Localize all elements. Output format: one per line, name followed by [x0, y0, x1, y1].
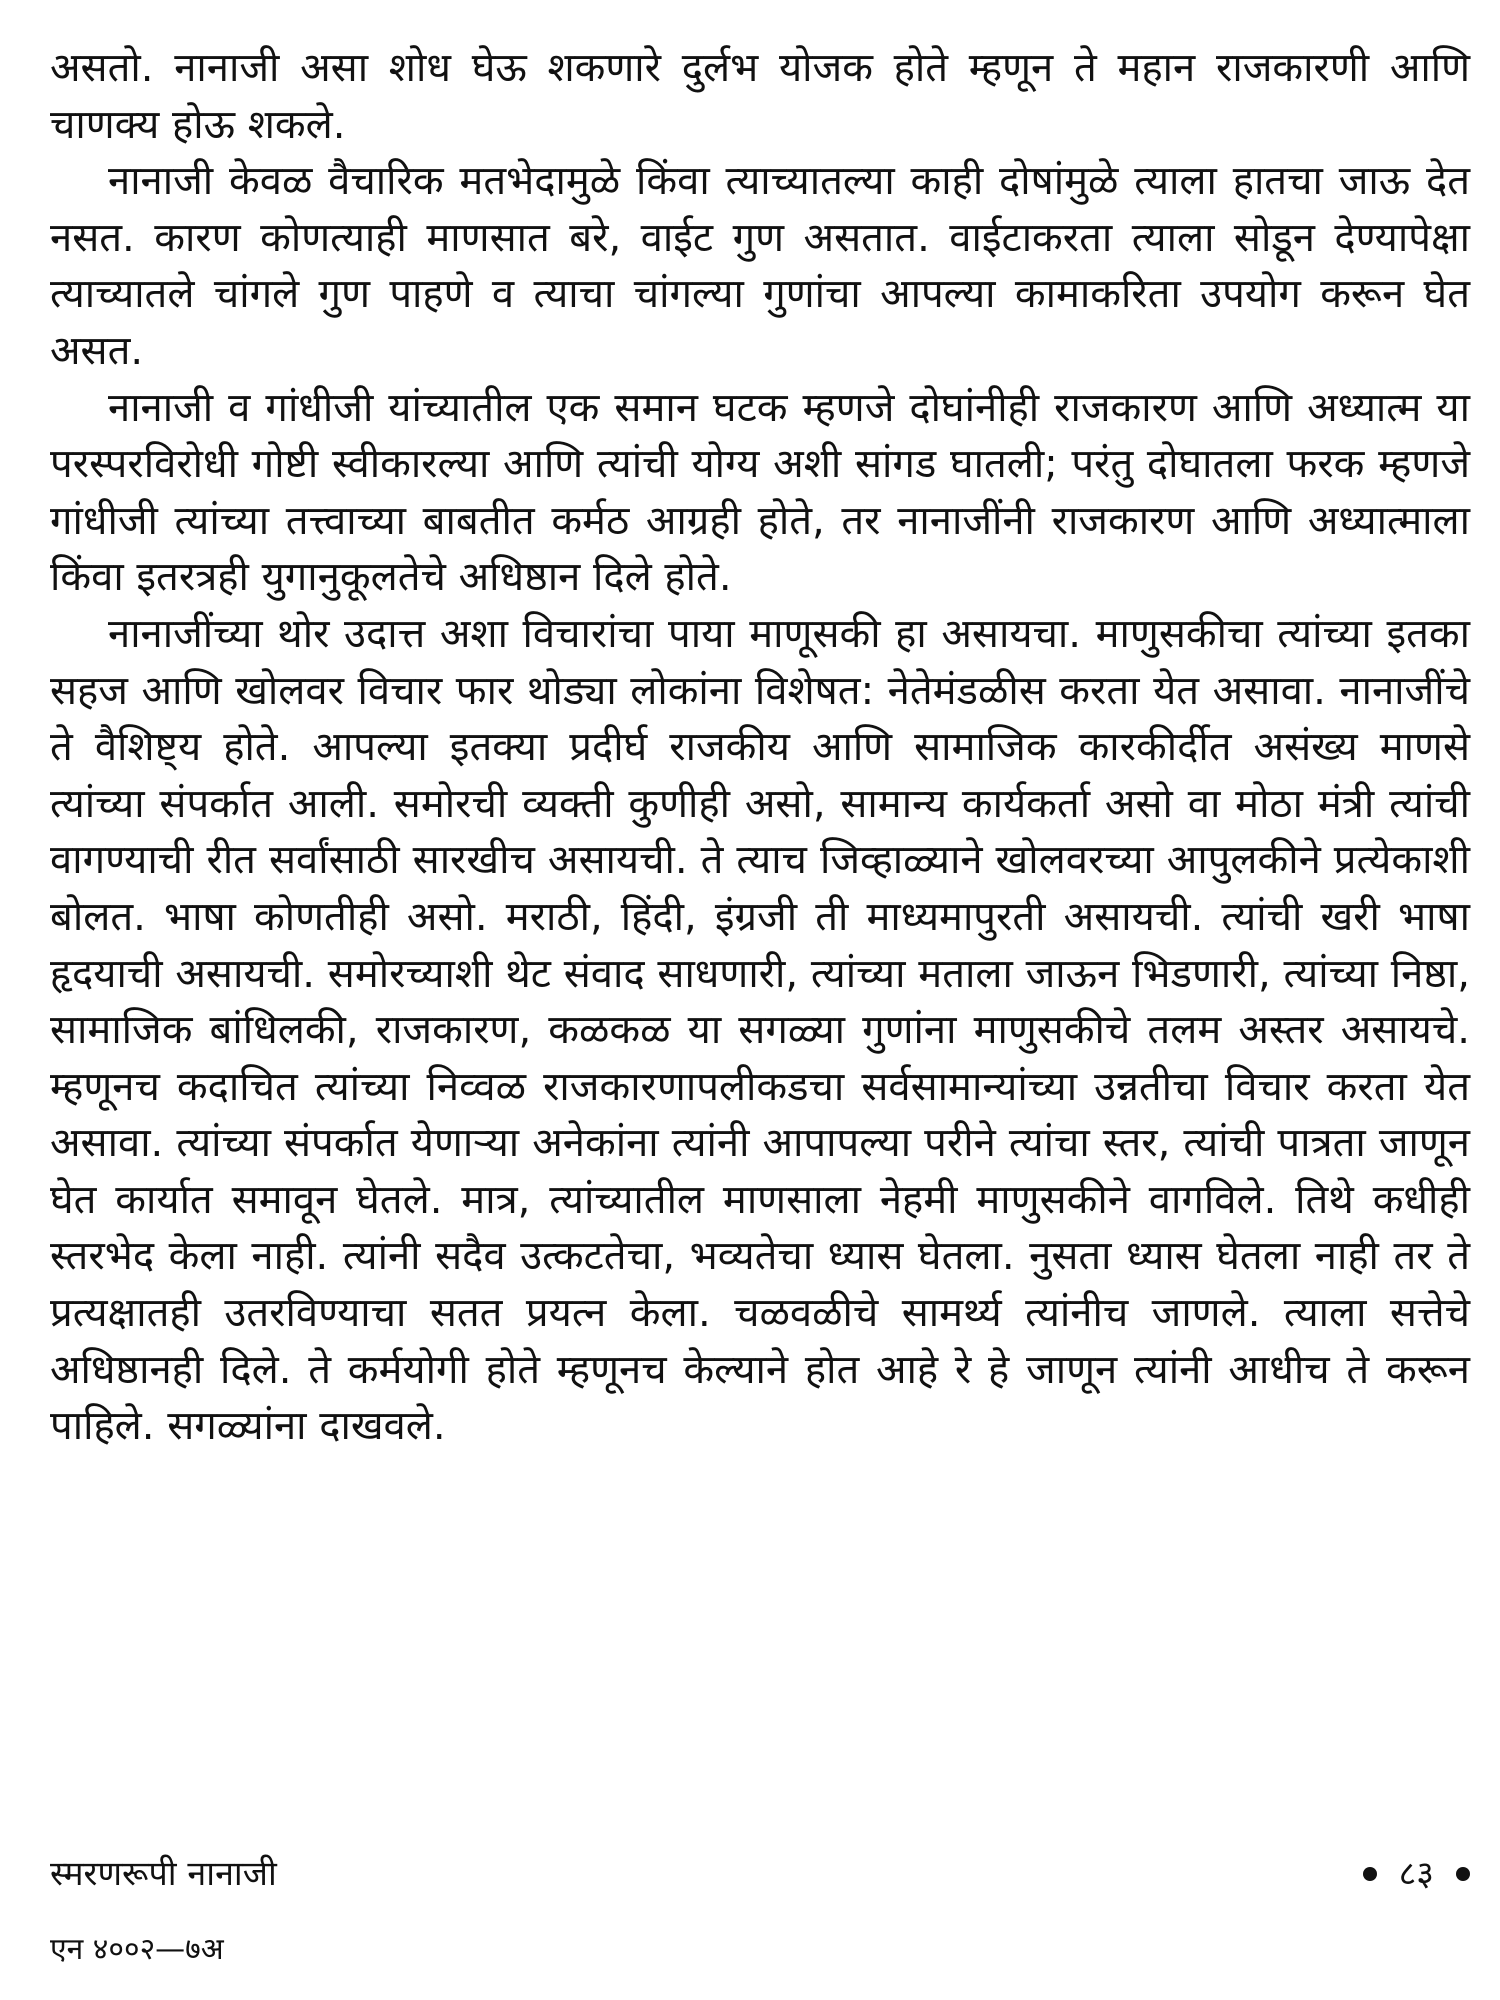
paragraph: नानाजी केवळ वैचारिक मतभेदामुळे किंवा त्याच्यातल्या काही दोषांमुळे त्याला हातचा जाऊ देत नसत. कारण कोणत्याही माणसात बरे, वाईट गुण असतात. वाईटाकरता त्याला सोडून देण्यापेक्षा त्याच्यातले चांगले गुण पाहणे व त्याचा चांगल्या गुणांचा आपल्या कामाकरिता उपयोग करून घेत असत.: [50, 158, 1470, 374]
book-title: स्मरणरूपी नानाजी: [50, 1854, 277, 1894]
document-page: [50, 40, 1470, 1980]
page-number-group: [1363, 1852, 1470, 1896]
body-text: [50, 40, 1470, 1455]
print-code: एन ४००२—७अ: [50, 1932, 224, 1967]
paragraph: असतो. नानाजी असा शोध घेऊ शकणारे दुर्लभ योजक होते म्हणून ते महान राजकारणी आणि चाणक्य होऊ शकले.: [50, 45, 1470, 148]
paragraph: नानाजींच्या थोर उदात्त अशा विचारांचा पाया माणूसकी हा असायचा. माणुसकीचा त्यांच्या इतका सहज आणि खोलवर विचार फार थोड्या लोकांना विशेषत: नेतेमंडळीस करता येत असावा. नानाजींचे ते वैशिष्ट्य होते. आपल्या इतक्या प्रदीर्घ राजकीय आणि सामाजिक कारकीर्दीत असंख्य माणसे त्यांच्या संपर्कात आली. समोरची व्यक्ती कुणीही असो, सामान्य कार्यकर्ता असो वा मोठा मंत्री त्यांची वागण्याची रीत सर्वांसाठी सारखीच असायची. ते त्याच जिव्हाळ्याने खोलवरच्या आपुलकीने प्रत्येकाशी बोलत. भाषा कोणतीही असो. मराठी, हिंदी, इंग्रजी ती माध्यमापुरती असायची. त्यांची खरी भाषा हृदयाची असायची. समोरच्याशी थेट संवाद साधणारी, त्यांच्या मताला जाऊन भिडणारी, त्यांच्या निष्ठा, सामाजिक बांधिलकी, राजकारण, कळकळ या सगळ्या गुणांना माणुसकीचे तलम अस्तर असायचे. म्हणूनच कदाचित त्यांच्या निव्वळ राजकारणापलीकडचा सर्वसामान्यांच्या उन्नतीचा विचार करता येत असावा. त्यांच्या संपर्कात येणाऱ्या अनेकांना त्यांनी आपापल्या परीने त्यांचा स्तर, त्यांची पात्रता जाणून घेत कार्यात समावून घेतले. मात्र, त्यांच्यातील माणसाला नेहमी माणुसकीने वागविले. तिथे कधीही स्तरभेद केला नाही. त्यांनी सदैव उत्कटतेचा, भव्यतेचा ध्यास घेतला. नुसता ध्यास घेतला नाही तर ते प्रत्यक्षातही उतरविण्याचा सतत प्रयत्न केला. चळवळीचे सामर्थ्य त्यांनीच जाणले. त्याला सत्तेचे अधिष्ठानही दिले. ते कर्मयोगी होते म्हणूनच केल्याने होत आहे रे हे जाणून त्यांनी आधीच ते करून पाहिले. सगळ्यांना दाखवले.: [50, 610, 1470, 1450]
paragraph: नानाजी व गांधीजी यांच्यातील एक समान घटक म्हणजे दोघांनीही राजकारण आणि अध्यात्म या परस्परविरोधी गोष्टी स्वीकारल्या आणि त्यांची योग्य अशी सांगड घातली; परंतु दोघातला फरक म्हणजे गांधीजी त्यांच्या तत्त्वाच्या बाबतीत कर्मठ आग्रही होते, तर नानाजींनी राजकारण आणि अध्यात्माला किंवा इतरत्रही युगानुकूलतेचे अधिष्ठान दिले होते.: [50, 384, 1470, 601]
page-number: ८३: [1398, 1854, 1434, 1894]
page-footer: [50, 1852, 1470, 1896]
bullet-icon: [1363, 1867, 1377, 1881]
bullet-icon: [1456, 1867, 1470, 1881]
